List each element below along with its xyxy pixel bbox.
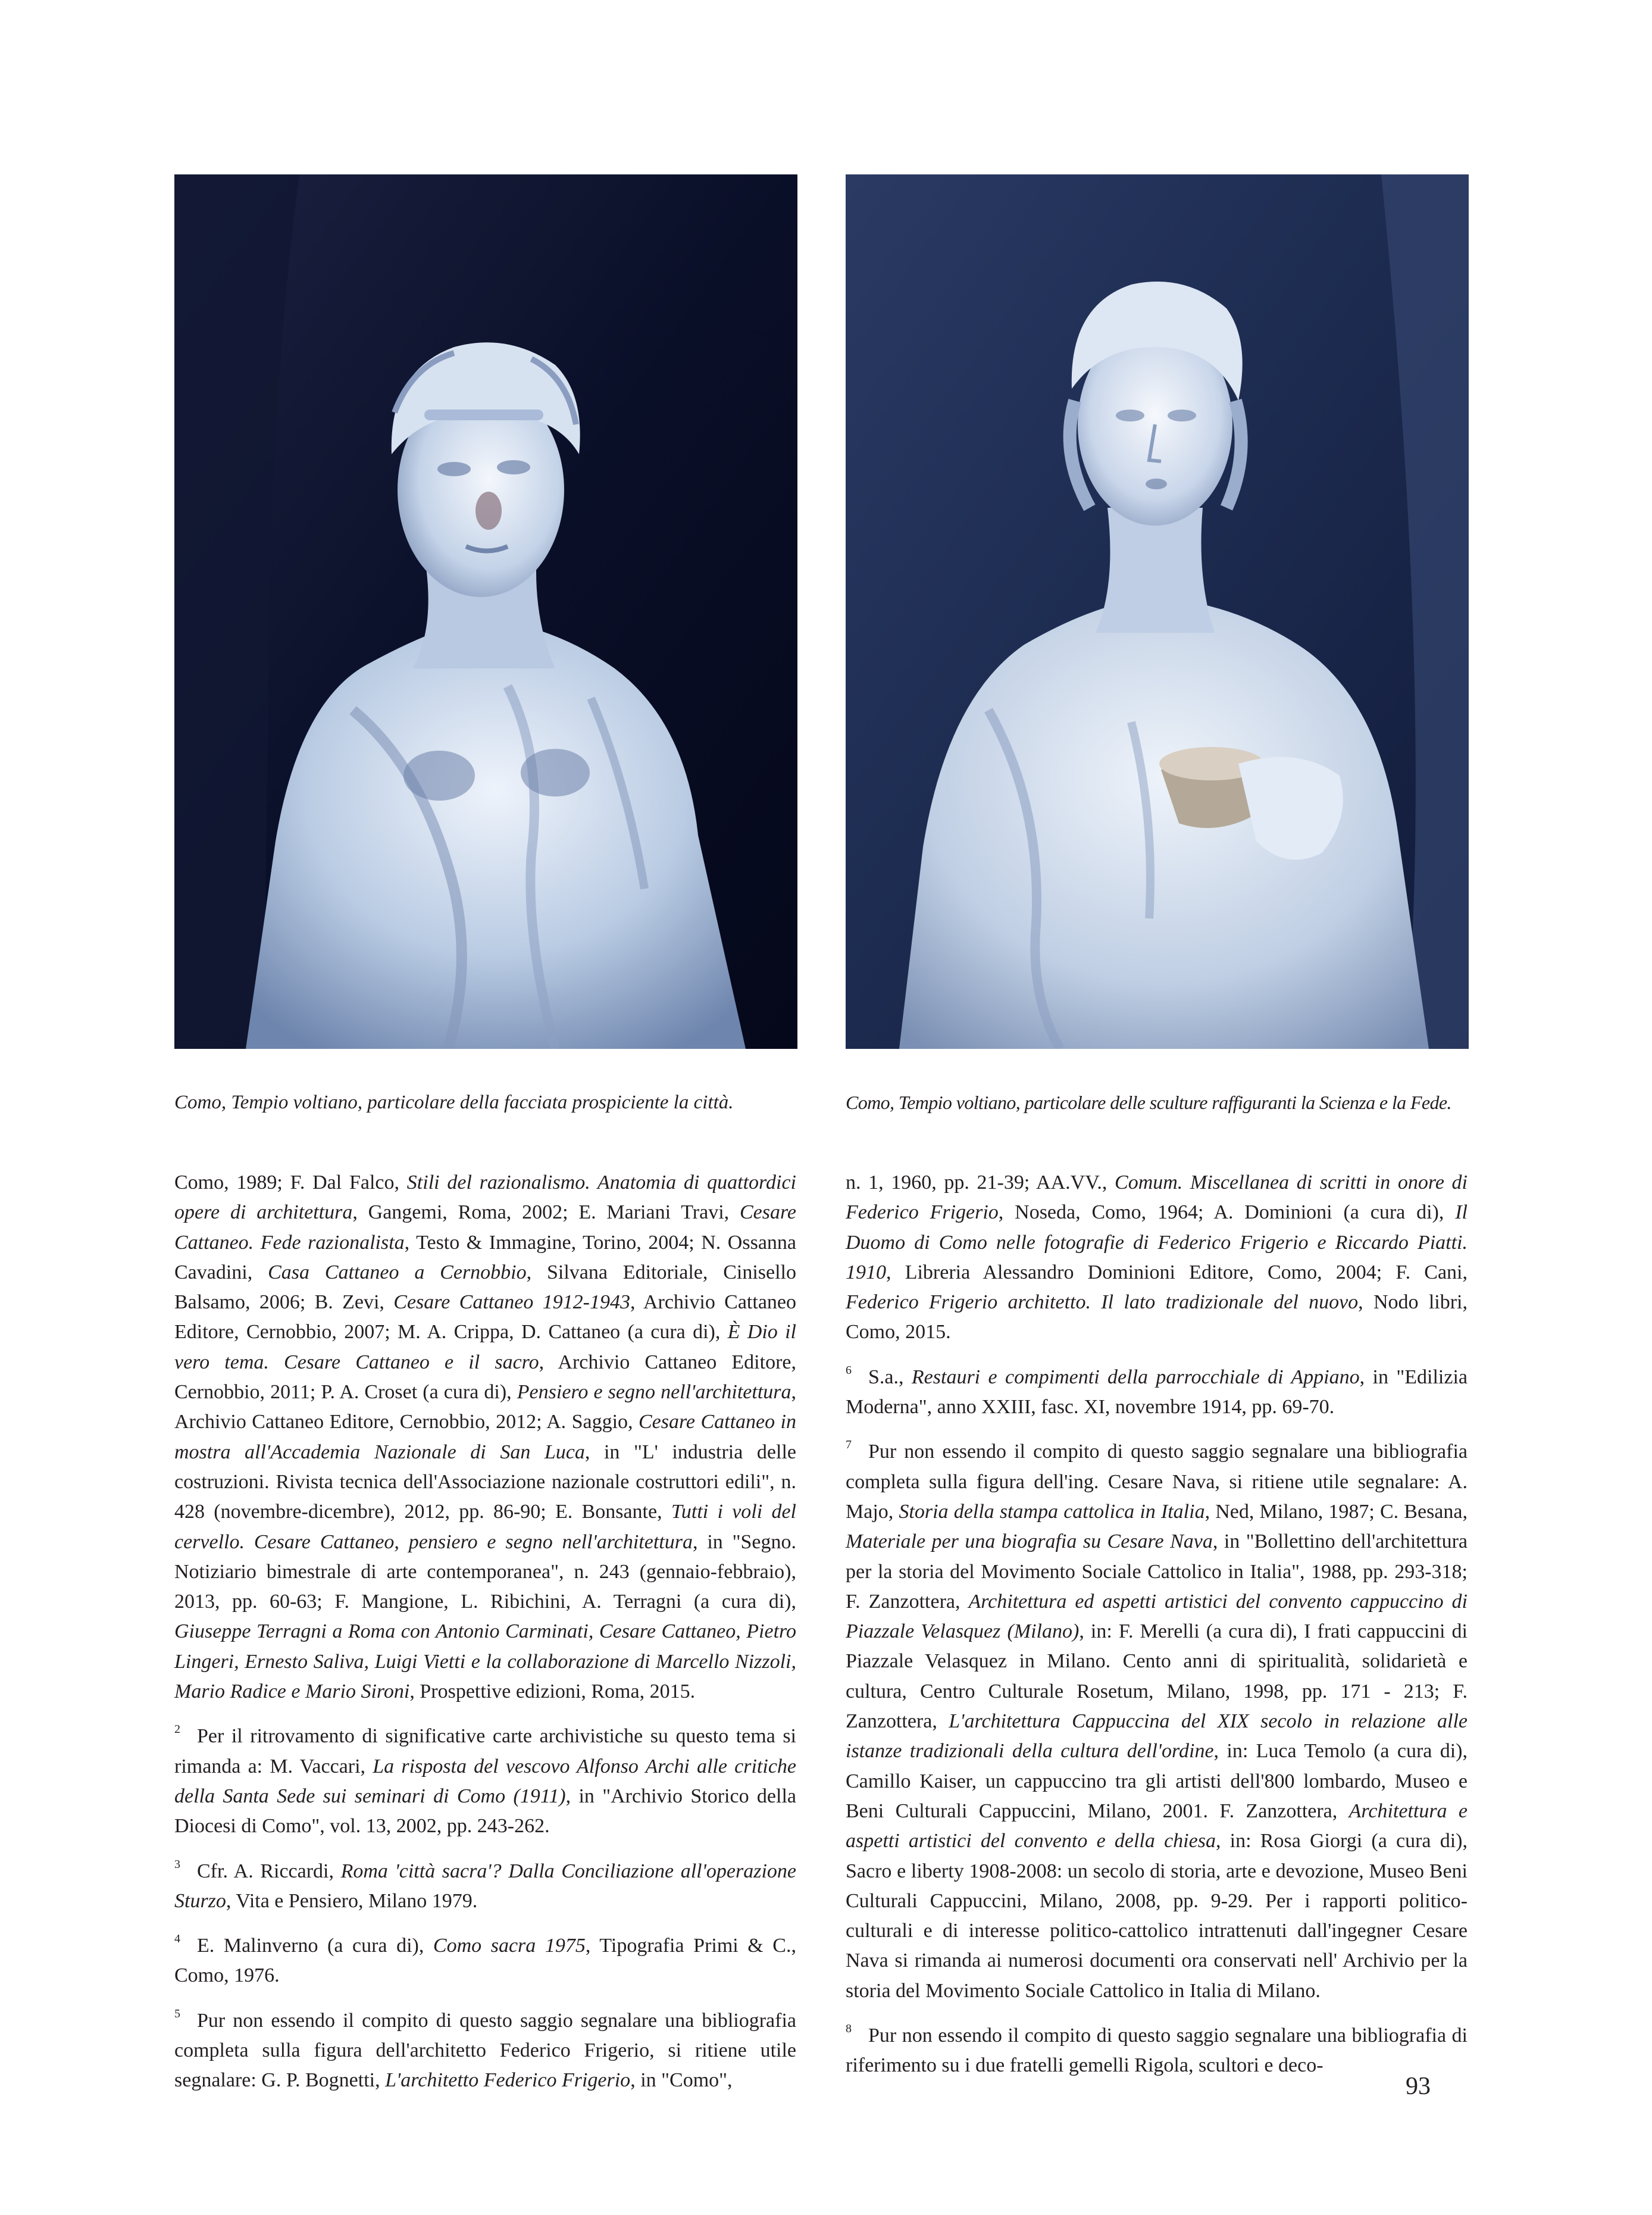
- footnote: $^2$ Per il ritrovamento di significative carte archivistiche su questo tema si rimanda a: M. Vaccari, La risposta del vescovo Alfonso Archi alle critiche della Santa Sede sui seminari di Como (1911), in "Archivio Storico della Diocesi di Como", vol. 13, 2002, pp. 243-262.: [174, 1723, 796, 1838]
- italic-title: Giuseppe Terragni a Roma con Antonio Carminati, Cesare Cattaneo, Pietro Lingeri, Ernesto Saliva, Luigi Vietti e la collaborazione di Marcello Nizzoli, Mario Radice e Mario Sironi: [174, 1620, 796, 1703]
- footnote: $^7$ Pur non essendo il compito di questo saggio segnalare una bibliografia completa sulla figura dell'ing. Cesare Nava, si ritiene utile segnalare: A. Majo, Storia della stampa cattolica in Italia, Ned, Milano, 1987; C. Besana, Materiale per una biografia su Cesare Nava, in "Bollettino dell'architettura per la storia del Movimento Sociale Cattolico in Italia", 1988, pp. 293-318; F. Zanzottera, Architettura ed aspetti artistici del convento cappuccino di Piazzale Velasquez (Milano), in: F. Merelli (a cura di), I frati cappuccini di Piazzale Velasquez in Milano. Cento anni di spiritualità, solidarietà e cultura, Centro Culturale Rosetum, Milano, 1998, pp. 171 - 213; F. Zanzottera, L'architettura Cappuccina del XIX secolo in relazione alle istanze tradizionali della cultura dell'ordine, in: Luca Temolo (a cura di), Camillo Kaiser, un cappuccino tra gli artisti dell'800 lombardo, Museo e Beni Culturali Cappuccini, Milano, 2001. F. Zanzottera, Architettura e aspetti artistici del convento e della chiesa, in: Rosa Giorgi (a cura di), Sacro e liberty 1908-2008: un secolo di storia, arte e devozione, Museo Beni Culturali Cappuccini, Milano, 2008, pp. 9-29. Per i rapporti politico-culturali e di interesse politico-cattolico intrattenuti dall'ingegner Cesare Nava si rimanda ai numerosi documenti ora conservati nell' Archivio per la storia del Movimento Sociale Cattolico in Italia di Milano.: [846, 1438, 1468, 2002]
- italic-title: Cesare Cattaneo. Fede razionalista: [174, 1201, 796, 1254]
- footnote-list: [846, 1355, 1468, 2081]
- italic-title: Federico Frigerio architetto. Il lato tradizionale del nuovo: [846, 1291, 1359, 1314]
- italic-title: Architettura ed aspetti artistici del convento cappuccino di Piazzale Velasquez (Milano): [846, 1590, 1468, 1643]
- page-number: 93: [1406, 2073, 1431, 2100]
- footnote: $^4$ E. Malinverno (a cura di), Como sacra 1975, Tipografia Primi & C., Como, 1976.: [174, 1932, 796, 1987]
- footnote-number: 3: [174, 1857, 180, 1871]
- footnote: $^8$ Pur non essendo il compito di questo saggio segnalare una bibliografia di riferimento su i due fratelli gemelli Rigola, scultori e deco-: [846, 2022, 1468, 2077]
- footnote-continuation: n. 1, 1960, pp. 21-39; AA.VV., Comum. Miscellanea di scritti in onore di Federico Frigerio, Noseda, Como, 1964; A. Dominioni (a cura di), Il Duomo di Como nelle fotografie di Federico Frigerio e Riccardo Piatti. 1910, Libreria Alessandro Dominioni Editore, Como, 2004; F. Cani, Federico Frigerio architetto. Il lato tradizionale del nuovo, Nodo libri, Como, 2015.: [846, 1171, 1468, 1344]
- italic-title: Casa Cattaneo a Cernobbio: [268, 1261, 527, 1283]
- italic-title: L'architetto Federico Frigerio: [385, 2069, 631, 2092]
- italic-title: Roma 'città sacra'? Dalla Conciliazione all'operazione Sturzo: [174, 1860, 796, 1912]
- italic-title: Materiale per una biografia su Cesare Nava: [846, 1530, 1213, 1553]
- footnote-number: 7: [846, 1438, 852, 1452]
- footnote-number: 6: [846, 1363, 852, 1377]
- italic-title: Cesare Cattaneo in mostra all'Accademia Nazionale di San Luca: [174, 1411, 796, 1463]
- italic-title: Architettura e aspetti artistici del convento e della chiesa: [846, 1800, 1468, 1852]
- footnote-number: 5: [174, 2007, 180, 2020]
- italic-title: È Dio il vero tema. Cesare Cattaneo e il sacro: [174, 1321, 796, 1373]
- figure-caption-left: Como, Tempio voltiano, particolare della facciata prospiciente la città.: [174, 1092, 734, 1113]
- statue-photo-right: [846, 174, 1469, 1049]
- statue-image: [846, 174, 1469, 1049]
- statue-photo-left: [174, 174, 797, 1049]
- italic-title: Comum. Miscellanea di scritti in onore di Federico Frigerio: [846, 1171, 1468, 1224]
- statue-image: [174, 174, 797, 1049]
- italic-title: Il Duomo di Como nelle fotografie di Federico Frigerio e Riccardo Piatti. 1910: [846, 1201, 1468, 1283]
- footnote-continuation: Como, 1989; F. Dal Falco, Stili del razionalismo. Anatomia di quattordici opere di architettura, Gangemi, Roma, 2002; E. Mariani Travi, Cesare Cattaneo. Fede razionalista, Testo & Immagine, Torino, 2004; N. Ossanna Cavadini, Casa Cattaneo a Cernobbio, Silvana Editoriale, Cinisello Balsamo, 2006; B. Zevi, Cesare Cattaneo 1912-1943, Archivio Cattaneo Editore, Cernobbio, 2007; M. A. Crippa, D. Cattaneo (a cura di), È Dio il vero tema. Cesare Cattaneo e il sacro, Archivio Cattaneo Editore, Cernobbio, 2011; P. A. Croset (a cura di), Pensiero e segno nell'architettura, Archivio Cattaneo Editore, Cernobbio, 2012; A. Saggio, Cesare Cattaneo in mostra all'Accademia Nazionale di San Luca, in "L' industria delle costruzioni. Rivista tecnica dell'Associazione nazionale costruttori edili", n. 428 (novembre-dicembre), 2012, pp. 86-90; E. Bonsante, Tutti i voli del cervello. Cesare Cattaneo, pensiero e segno nell'architettura, in "Segno. Notiziario bimestrale di arte contemporanea", n. 243 (gennaio-febbraio), 2013, pp. 60-63; F. Mangione, L. Ribichini, A. Terragni (a cura di), Giuseppe Terragni a Roma con Antonio Carminati, Cesare Cattaneo, Pietro Lingeri, Ernesto Saliva, Luigi Vietti e la collaborazione di Marcello Nizzoli, Mario Radice e Mario Sironi, Prospettive edizioni, Roma, 2015.: [174, 1171, 797, 1703]
- footnote: $^6$ S.a., Restauri e compimenti della parrocchiale di Appiano, in "Edilizia Moderna", anno XXIII, fasc. XI, novembre 1914, pp. 69-70.: [846, 1363, 1468, 1419]
- footnotes-column-left: [174, 1168, 796, 2096]
- italic-title: L'architettura Cappuccina del XIX secolo in relazione alle istanze tradizionali della cultura dell'ordine: [846, 1710, 1468, 1763]
- footnote: $^3$ Cfr. A. Riccardi, Roma 'città sacra'? Dalla Conciliazione all'operazione Sturzo, Vita e Pensiero, Milano 1979.: [174, 1857, 796, 1912]
- footnote-number: 8: [846, 2022, 852, 2036]
- italic-title: La risposta del vescovo Alfonso Archi alle critiche della Santa Sede sui seminari di Como (1911): [174, 1755, 796, 1807]
- italic-title: Tutti i voli del cervello. Cesare Cattaneo, pensiero e segno nell'architettura: [174, 1501, 796, 1553]
- italic-title: Cesare Cattaneo 1912-1943: [393, 1291, 630, 1314]
- italic-title: Stili del razionalismo. Anatomia di quattordici opere di architettura: [174, 1171, 796, 1224]
- italic-title: Como sacra 1975: [433, 1935, 586, 1957]
- italic-title: Restauri e compimenti della parrocchiale di Appiano: [911, 1366, 1360, 1388]
- figure-caption-right: Como, Tempio voltiano, particolare delle sculture raffiguranti la Scienza e la Fede.: [846, 1092, 1451, 1113]
- italic-title: Storia della stampa cattolica in Italia: [899, 1500, 1205, 1523]
- italic-title: Pensiero e segno nell'architettura: [517, 1381, 791, 1404]
- footnote-list: [174, 1714, 796, 2095]
- footnotes-column-right: [846, 1168, 1468, 2081]
- footnote-number: 2: [174, 1723, 180, 1736]
- footnote: $^5$ Pur non essendo il compito di questo saggio segnalare una bibliografia completa sulla figura dell'architetto Federico Frigerio, si ritiene utile segnalare: G. P. Bognetti, L'architetto Federico Frigerio, in "Como",: [174, 2007, 796, 2092]
- footnote-number: 4: [174, 1932, 180, 1946]
